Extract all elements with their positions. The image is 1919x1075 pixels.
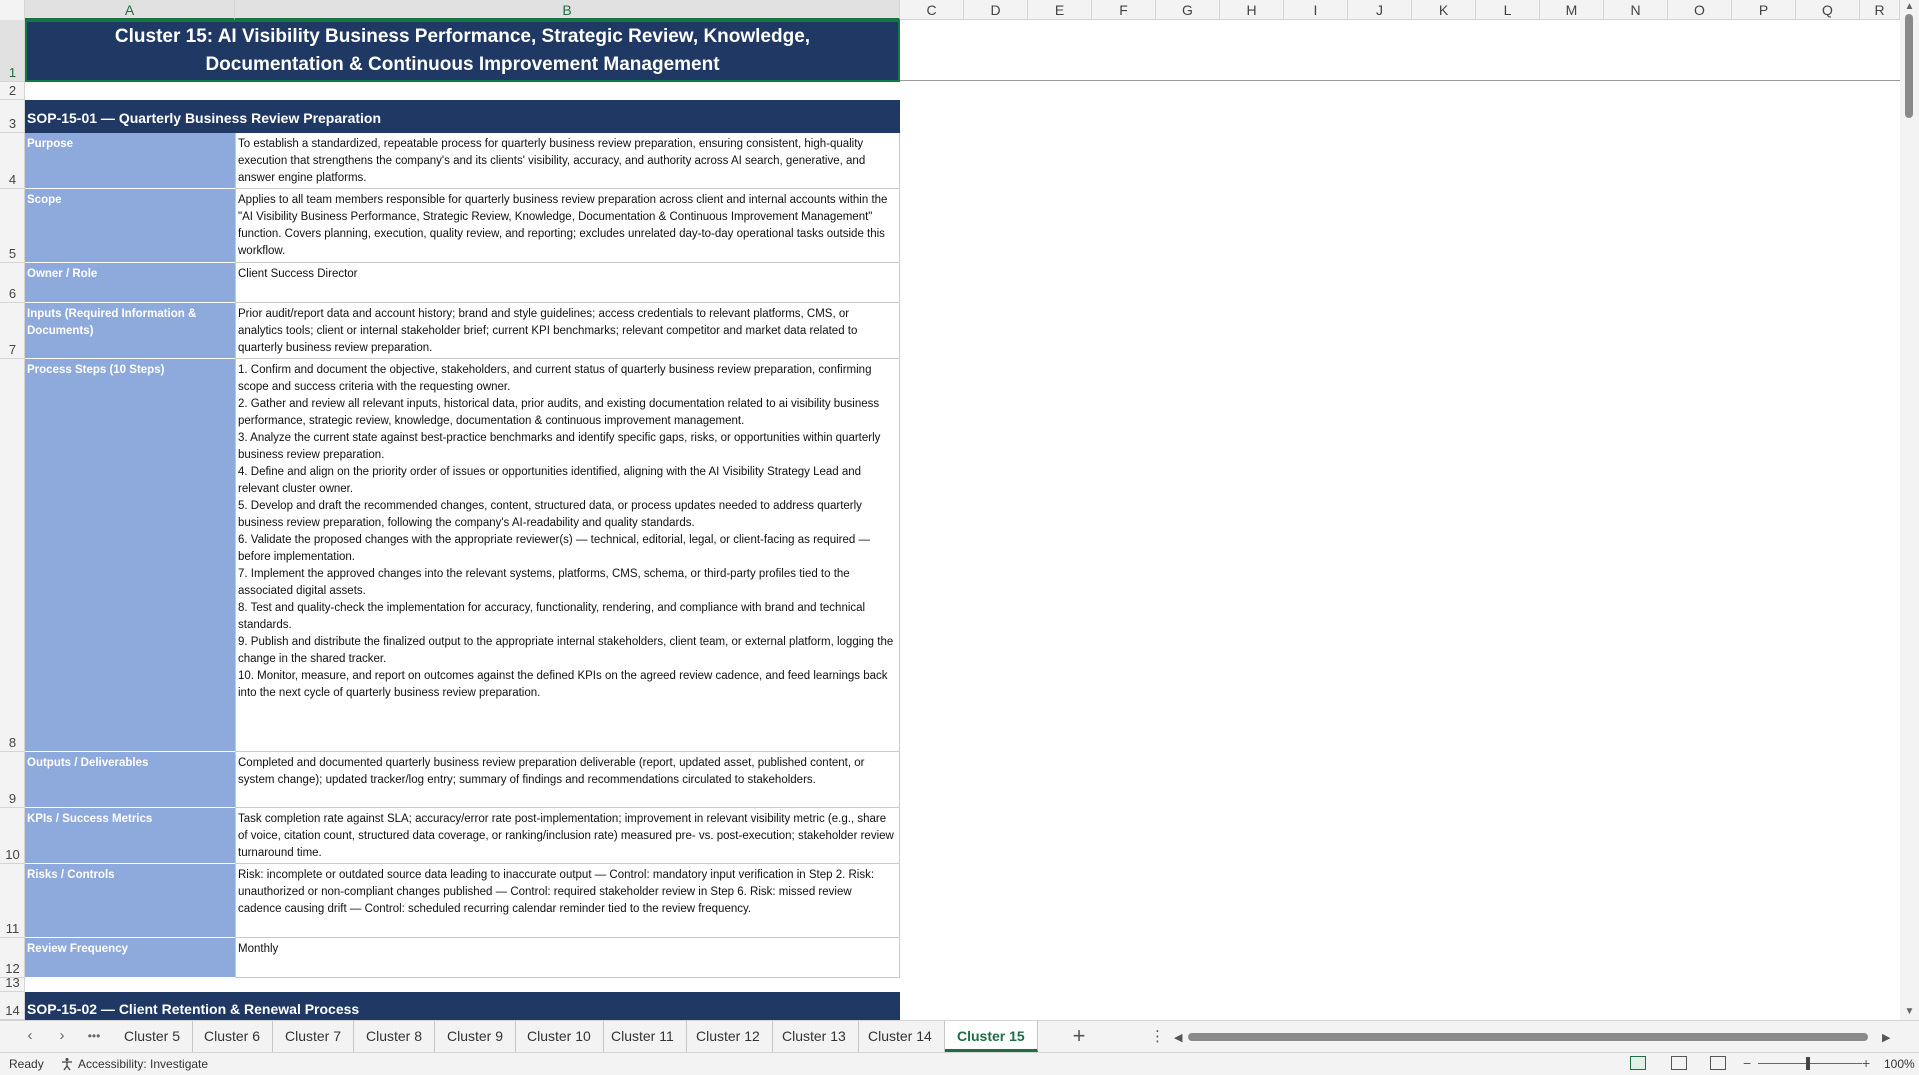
process-step: 7. Implement the approved changes into the relevant systems, platforms, CMS, schema, or third-party profiles tied to the associated digital assets. bbox=[238, 568, 850, 597]
row-header[interactable]: 12 bbox=[0, 938, 25, 978]
column-header-d[interactable]: D bbox=[964, 0, 1028, 20]
add-sheet-icon[interactable]: + bbox=[1072, 1023, 1086, 1048]
tab-options-icon[interactable]: ⋮ bbox=[1150, 1028, 1165, 1045]
column-header-n[interactable]: N bbox=[1604, 0, 1668, 20]
sheet-tab-cluster-13[interactable]: Cluster 13 bbox=[770, 1021, 859, 1052]
process-step: 3. Analyze the current state against best-practice benchmarks and identify specific gaps, risks, or opportunities within quarterly business review preparation. bbox=[238, 432, 881, 461]
row-header[interactable]: 9 bbox=[0, 752, 25, 808]
scroll-up-icon[interactable]: ▲ bbox=[1904, 1, 1915, 12]
scope-value-cell[interactable]: Applies to all team members responsible for quarterly business review preparation across client and internal accounts within the "AI Visibility Business Performance, Strategic Review, Knowledge, Documentation & Continuous Improvement Management" function. Covers planning, execution, quality review, and reporting; excludes unrelated day-to-day operational tasks outside this workflow. bbox=[235, 189, 900, 263]
scroll-right-icon[interactable]: ▶ bbox=[1882, 1032, 1891, 1044]
owner-value-cell[interactable]: Client Success Director bbox=[235, 263, 900, 303]
sheet-tab-cluster-10[interactable]: Cluster 10 bbox=[515, 1021, 604, 1052]
prev-sheet-icon[interactable]: ‹ bbox=[27, 1027, 33, 1044]
sheet-tab-cluster-8[interactable]: Cluster 8 bbox=[354, 1021, 435, 1052]
horizontal-scroll-thumb[interactable] bbox=[1188, 1033, 1868, 1041]
spreadsheet-grid[interactable] bbox=[25, 20, 1900, 1020]
column-header-q[interactable]: Q bbox=[1796, 0, 1860, 20]
risks-value-cell[interactable]: Risk: incomplete or outdated source data leading to inaccurate output — Control: mandatory input verification in Step 2. Risk: unauthorized or non-compliant changes published — Control: required stakeholder review in Step 6. Risk: missed review cadence causing drift — Control: scheduled recurring calendar reminder tied to the review frequency. bbox=[235, 864, 900, 938]
frequency-label-cell[interactable]: Review Frequency bbox=[25, 938, 235, 978]
inputs-label-cell[interactable]: Inputs (Required Information & Documents) bbox=[25, 303, 235, 359]
column-header-a[interactable]: A bbox=[25, 0, 235, 20]
frequency-value-cell[interactable]: Monthly bbox=[235, 938, 900, 978]
row-header[interactable]: 14 bbox=[0, 992, 25, 1020]
sheet-tab-cluster-11[interactable]: Cluster 11 bbox=[599, 1021, 687, 1052]
inputs-value-cell[interactable]: Prior audit/report data and account history; brand and style guidelines; access credentials to relevant platforms, CMS, or analytics tools; client or internal stakeholder brief; current KPI benchmarks; relevant competitor and market data related to quarterly business review preparation. bbox=[235, 303, 900, 359]
sheet-tab-cluster-14[interactable]: Cluster 14 bbox=[856, 1021, 945, 1052]
row-header[interactable]: 7 bbox=[0, 303, 25, 359]
scroll-down-icon[interactable]: ▼ bbox=[1904, 1006, 1915, 1017]
process-step: 10. Monitor, measure, and report on outcomes against the defined KPIs on the agreed review cadence, and feed learnings back into the next cycle of quarterly business review preparation. bbox=[238, 670, 888, 699]
process-step: 6. Validate the proposed changes with the appropriate reviewer(s) — technical, editorial, legal, or client-facing as required — before implementation. bbox=[238, 534, 870, 563]
row-header[interactable]: 6 bbox=[0, 263, 25, 303]
row-header[interactable]: 2 bbox=[0, 82, 25, 100]
column-header-i[interactable]: I bbox=[1284, 0, 1348, 20]
sheet-tab-cluster-9[interactable]: Cluster 9 bbox=[435, 1021, 516, 1052]
row-header[interactable]: 3 bbox=[0, 100, 25, 133]
status-bar bbox=[0, 1052, 1919, 1075]
owner-label-cell[interactable]: Owner / Role bbox=[25, 263, 235, 303]
normal-view-icon[interactable] bbox=[1630, 1056, 1646, 1070]
steps-value-cell[interactable] bbox=[235, 359, 900, 752]
page-layout-view-icon[interactable] bbox=[1671, 1056, 1687, 1070]
zoom-in-icon[interactable]: + bbox=[1862, 1055, 1871, 1071]
vertical-scroll-thumb[interactable] bbox=[1905, 14, 1913, 118]
more-sheets-icon[interactable]: ••• bbox=[87, 1029, 101, 1043]
row-header[interactable]: 5 bbox=[0, 189, 25, 263]
process-step: 1. Confirm and document the objective, stakeholders, and current status of quarterly business review preparation, confirming scope and success criteria with the requesting owner. bbox=[238, 364, 872, 393]
process-step: 2. Gather and review all relevant inputs, historical data, prior audits, and existing documentation related to ai visibility business performance, strategic review, knowledge, documentation & continuous improvement management. bbox=[238, 398, 880, 427]
column-header-e[interactable]: E bbox=[1028, 0, 1092, 20]
accessibility-icon bbox=[60, 1057, 74, 1071]
row-header[interactable]: 4 bbox=[0, 133, 25, 189]
outputs-label-cell[interactable]: Outputs / Deliverables bbox=[25, 752, 235, 808]
process-step: 9. Publish and distribute the finalized output to the appropriate internal stakeholders, client team, or external platform, logging the change in the shared tracker. bbox=[238, 636, 894, 665]
column-header-g[interactable]: G bbox=[1156, 0, 1220, 20]
sheet-tab-cluster-6[interactable]: Cluster 6 bbox=[192, 1021, 273, 1052]
process-step: 5. Develop and draft the recommended changes, content, structured data, or process updates needed to address quarterly business review preparation, following the company's AI-readability and quality standards. bbox=[238, 500, 862, 529]
sop-header-cell[interactable]: SOP-15-02 — Client Retention & Renewal Process bbox=[25, 992, 900, 1020]
zoom-slider-thumb[interactable] bbox=[1806, 1057, 1810, 1070]
risks-label-cell[interactable]: Risks / Controls bbox=[25, 864, 235, 938]
column-header-bar bbox=[0, 0, 1919, 20]
kpis-label-cell[interactable]: KPIs / Success Metrics bbox=[25, 808, 235, 864]
column-header-c[interactable]: C bbox=[900, 0, 964, 20]
page-break-view-icon[interactable] bbox=[1710, 1056, 1726, 1070]
column-header-r[interactable]: R bbox=[1860, 0, 1900, 20]
scope-label-cell[interactable]: Scope bbox=[25, 189, 235, 263]
sheet-tab-cluster-7[interactable]: Cluster 7 bbox=[273, 1021, 354, 1052]
sheet-tab-cluster-15[interactable]: Cluster 15 bbox=[945, 1021, 1038, 1052]
row-divider bbox=[900, 80, 1900, 81]
accessibility-button[interactable] bbox=[60, 1057, 208, 1071]
horizontal-scrollbar[interactable] bbox=[1170, 1030, 1895, 1044]
zoom-out-icon[interactable]: − bbox=[1743, 1055, 1752, 1071]
sheet-tab-cluster-12[interactable]: Cluster 12 bbox=[684, 1021, 773, 1052]
outputs-value-cell[interactable]: Completed and documented quarterly business review preparation deliverable (report, updated asset, published content, or system change); updated tracker/log entry; summary of findings and recommendations circulated to stakeholders. bbox=[235, 752, 900, 808]
column-header-b[interactable]: B bbox=[235, 0, 900, 20]
row-header[interactable]: 10 bbox=[0, 808, 25, 864]
cluster-title-cell[interactable]: Cluster 15: AI Visibility Business Performance, Strategic Review, Knowledge, Documentation & Continuous Improvement Management bbox=[25, 20, 900, 82]
column-header-f[interactable]: F bbox=[1092, 0, 1156, 20]
process-step: 8. Test and quality-check the implementation for accuracy, functionality, rendering, and compliance with brand and technical standards. bbox=[238, 602, 866, 631]
next-sheet-icon[interactable]: › bbox=[59, 1027, 65, 1044]
sheet-tab-bar bbox=[0, 1020, 1919, 1052]
column-header-o[interactable]: O bbox=[1668, 0, 1732, 20]
column-header-p[interactable]: P bbox=[1732, 0, 1796, 20]
select-all-corner[interactable] bbox=[0, 0, 25, 20]
purpose-value-cell[interactable]: To establish a standardized, repeatable process for quarterly business review preparation, ensuring consistent, high-quality execution that strengthens the company's and its clients' visibility, accuracy, and authority across AI search, generative, and answer engine platforms. bbox=[235, 133, 900, 189]
row-header[interactable]: 8 bbox=[0, 359, 25, 752]
accessibility-label: Accessibility: Investigate bbox=[78, 1057, 209, 1071]
kpis-value-cell[interactable]: Task completion rate against SLA; accuracy/error rate post-implementation; improvement in relevant visibility metric (e.g., share of voice, citation count, structured data coverage, or ranking/inclusion rate) measured pre- vs. post-execution; stakeholder review turnaround time. bbox=[235, 808, 900, 864]
zoom-slider-track[interactable] bbox=[1758, 1063, 1862, 1064]
row-header[interactable]: 11 bbox=[0, 864, 25, 938]
row-header-bar bbox=[0, 20, 25, 1020]
row-header[interactable]: 1 bbox=[0, 20, 25, 82]
process-step: 4. Define and align on the priority order of issues or opportunities identified, aligning with the AI Visibility Strategy Lead and relevant cluster owner. bbox=[238, 466, 862, 495]
column-header-l[interactable]: L bbox=[1476, 0, 1540, 20]
row-header[interactable]: 13 bbox=[0, 978, 25, 992]
purpose-label-cell[interactable]: Purpose bbox=[25, 133, 235, 189]
vertical-scrollbar[interactable] bbox=[1900, 0, 1919, 1020]
scroll-left-icon[interactable]: ◀ bbox=[1174, 1032, 1183, 1044]
column-header-m[interactable]: M bbox=[1540, 0, 1604, 20]
column-header-j[interactable]: J bbox=[1348, 0, 1412, 20]
steps-label-cell[interactable]: Process Steps (10 Steps) bbox=[25, 359, 235, 752]
column-header-k[interactable]: K bbox=[1412, 0, 1476, 20]
status-ready-text: Ready bbox=[9, 1057, 44, 1071]
zoom-level[interactable]: 100% bbox=[1884, 1057, 1915, 1071]
sheet-tab-cluster-5[interactable]: Cluster 5 bbox=[112, 1021, 193, 1052]
column-header-h[interactable]: H bbox=[1220, 0, 1284, 20]
sop-header-cell[interactable]: SOP-15-01 — Quarterly Business Review Preparation bbox=[25, 100, 900, 133]
